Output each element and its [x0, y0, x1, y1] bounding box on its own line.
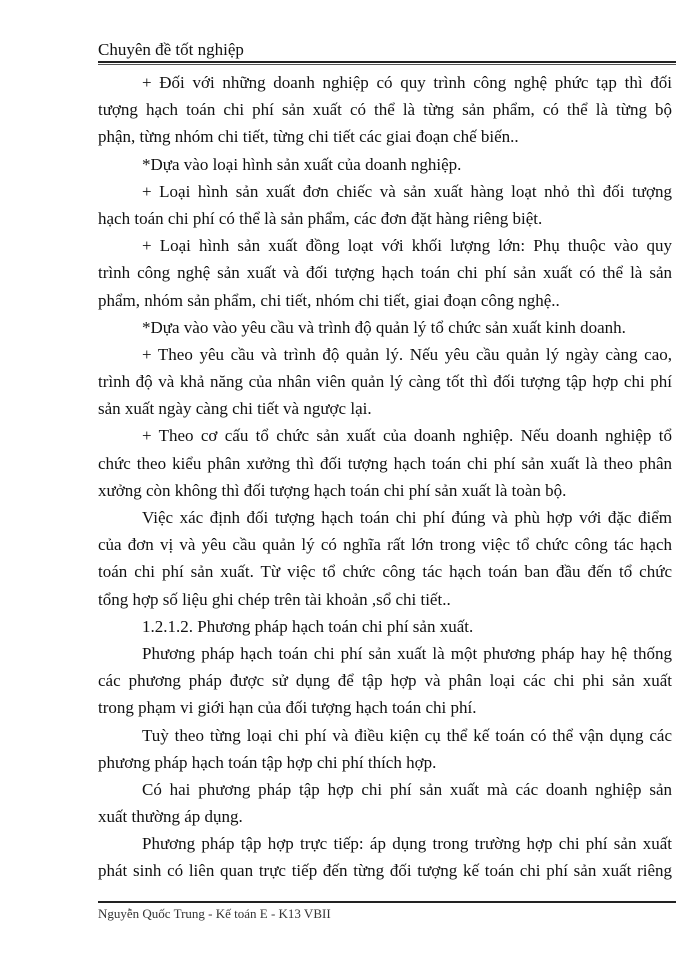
- text-line: xuất thường áp dụng.: [98, 807, 243, 827]
- paragraph: [98, 640, 672, 722]
- page-footer-text: Nguyễn Quốc Trung - Kế toán E - K13 VBII: [98, 906, 331, 921]
- text-line: + Đối với những doanh nghiệp có quy trình công nghệ phức tạp thì đối: [142, 73, 672, 92]
- text-line: Phương pháp tập hợp trực tiếp: áp dụng trong trường hợp chi phí sản xuất: [142, 834, 672, 854]
- paragraph: [98, 314, 672, 341]
- text-line: chức theo kiểu phân xưởng thì đối tượng hạch toán chi phí sản xuất là theo phân: [98, 453, 672, 473]
- text-line: xưởng còn không thì đối tượng hạch toán chi phí sản xuất là toàn bộ.: [98, 480, 567, 500]
- text-line: *Dựa vào loại hình sản xuất của doanh nghiệp.: [142, 154, 462, 174]
- paragraph: [98, 422, 672, 504]
- paragraph: [98, 830, 672, 884]
- text-line: tượng hạch toán chi phí sản xuất có thể là từng sản phẩm, có thể là từng bộ: [98, 100, 672, 120]
- paragraph: [98, 722, 672, 776]
- text-line: các phương pháp được sử dụng để tập hợp và phân loại các chi phi sản xuất: [98, 671, 672, 691]
- text-line: + Theo cơ cấu tổ chức sản xuất của doanh nghiệp. Nếu doanh nghiệp tổ: [142, 426, 672, 446]
- text-line: toán chi phí sản xuất. Từ việc tổ chức công tác hạch toán ban đầu đến tổ chức: [98, 562, 672, 582]
- paragraph: [98, 151, 672, 178]
- text-line: phát sinh có liên quan trực tiếp đến từng đối tượng kế toán chi phí sản xuất riêng: [98, 861, 672, 881]
- paragraph: [98, 69, 672, 151]
- text-line: trong phạm vi giới hạn của đối tượng hạch toán chi phí.: [98, 698, 477, 718]
- paragraph: [98, 776, 672, 830]
- footer-rule: [98, 901, 676, 903]
- header-rule-inner: [98, 64, 676, 65]
- text-line: sản xuất ngày càng chi tiết và ngược lại.: [98, 399, 372, 419]
- text-line: + Loại hình sản xuất đồng loạt với khối lượng lớn: Phụ thuộc vào quy: [142, 236, 672, 256]
- page-header-title: Chuyên đề tốt nghiệp: [98, 40, 244, 59]
- paragraph: [98, 613, 672, 640]
- paragraph: [98, 504, 672, 613]
- text-line: trình độ và khả năng của nhân viên quản lý càng tốt thì đối tượng tập hợp chi phí: [98, 372, 672, 392]
- header-rule: [98, 61, 676, 63]
- text-line: *Dựa vào vào yêu cầu và trình độ quản lý tổ chức sản xuất kinh doanh.: [142, 317, 626, 337]
- text-line: hạch toán chi phí có thể là sản phẩm, các đơn đặt hàng riêng biệt.: [98, 208, 543, 228]
- text-line: trình công nghệ sản xuất và đối tượng hạch toán chi phí sản xuất có thể là sản: [98, 263, 672, 283]
- text-line: + Loại hình sản xuất đơn chiếc và sản xuất hàng loạt nhỏ thì đối tượng: [142, 181, 672, 201]
- text-line: Việc xác định đối tượng hạch toán chi phí đúng và phù hợp với đặc điểm: [142, 508, 672, 527]
- text-line: Tuỳ theo từng loại chi phí và điều kiện cụ thể kế toán có thể vận dụng các: [142, 725, 672, 745]
- paragraph: [98, 178, 672, 232]
- text-line: phẩm, nhóm sản phẩm, chi tiết, nhóm chi tiết, giai đoạn công nghệ..: [98, 290, 560, 310]
- text-line: tổng hợp số liệu ghi chép trên tài khoản ,sổ chi tiết..: [98, 589, 451, 609]
- text-line: phương pháp hạch toán tập hợp chi phí thích hợp.: [98, 752, 437, 772]
- text-line: 1.2.1.2. Phương pháp hạch toán chi phí sản xuất.: [142, 616, 474, 636]
- text-line: + Theo yêu cầu và trình độ quản lý. Nếu yêu cầu quản lý ngày càng cao,: [142, 344, 672, 364]
- paragraph: [98, 232, 672, 314]
- text-line: của đơn vị và yêu cầu quản lý có nghĩa rất lớn trong việc tổ chức công tác hạch: [98, 535, 672, 555]
- text-line: Có hai phương pháp tập hợp chi phí sản xuất mà các doanh nghiệp sản: [142, 779, 672, 799]
- paragraph: [98, 341, 672, 423]
- text-line: Phương pháp hạch toán chi phí sản xuất là một phương pháp hay hệ thống: [142, 643, 672, 663]
- text-line: phận, từng nhóm chi tiết, từng chi tiết các giai đoạn chế biến..: [98, 127, 519, 147]
- document-body: [98, 69, 672, 885]
